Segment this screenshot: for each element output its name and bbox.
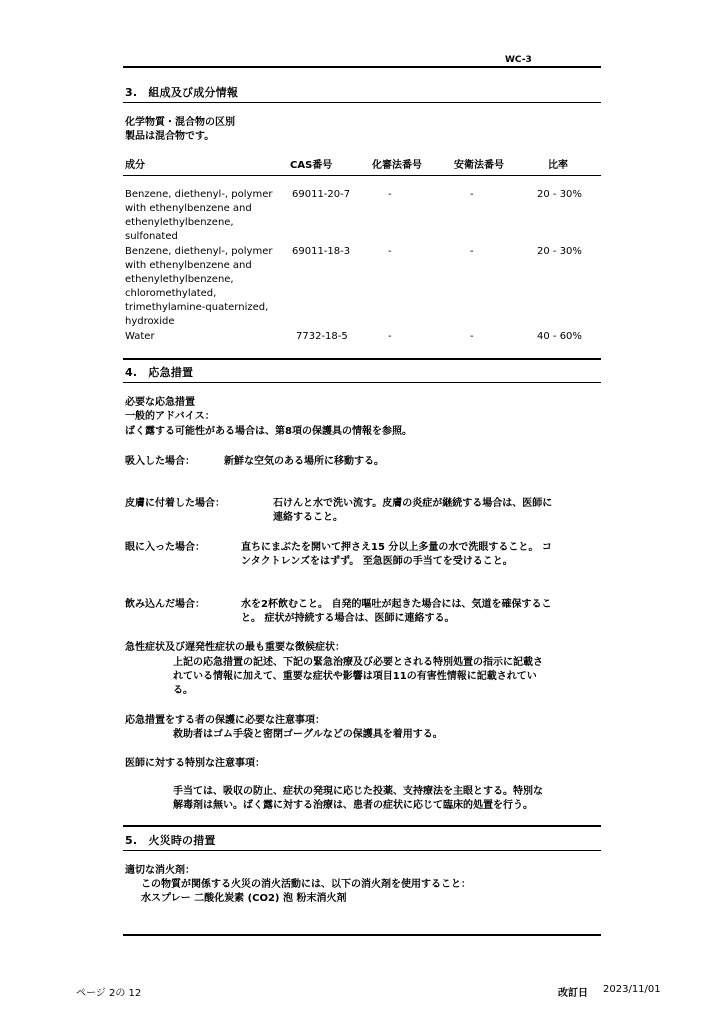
needed-measures-label: 必要な応急措置 bbox=[125, 397, 195, 408]
extinguishing-media-label: 適切な消火剤： bbox=[125, 865, 195, 876]
classification-value: 製品は混合物です。 bbox=[125, 131, 215, 142]
eye-text-line: 直ちにまぶたを開いて押さえ15 分以上多量の水で洗眼すること。 コ bbox=[241, 542, 552, 553]
col-header-cas: CAS番号 bbox=[290, 160, 333, 171]
component-name-line: trimethylamine-quaternized, bbox=[125, 302, 269, 313]
component-name-line: ethenylethylbenzene, bbox=[125, 274, 234, 285]
component-name-line: Benzene, diethenyl-, polymer bbox=[125, 246, 273, 257]
section-5-top-rule bbox=[123, 825, 601, 827]
bottom-rule bbox=[123, 934, 601, 936]
col-header-kashin: 化審法番号 bbox=[372, 160, 422, 171]
col-header-component: 成分 bbox=[125, 160, 145, 171]
anei-number: - bbox=[470, 246, 474, 257]
protect-text: 救助者はゴム手袋と密閉ゴーグルなどの保護具を着用する。 bbox=[173, 729, 443, 740]
anei-number: - bbox=[470, 331, 474, 342]
component-name-line: Benzene, diethenyl-, polymer bbox=[125, 189, 273, 200]
symptoms-text-line: れている情報に加えて、重要な症状や影響は項目11の有害性情報に記載されてい bbox=[173, 671, 537, 682]
section-3-title: 3. 組成及び成分情報 bbox=[125, 86, 239, 99]
classification-label: 化学物質・混合物の区別 bbox=[125, 117, 235, 128]
table-header-rule bbox=[123, 175, 601, 176]
protect-label: 応急措置をする者の保護に必要な注意事項： bbox=[125, 715, 325, 726]
ratio: 20 - 30% bbox=[537, 246, 582, 257]
col-header-ratio: 比率 bbox=[548, 160, 568, 171]
doctor-label: 医師に対する特別な注意事項： bbox=[125, 758, 265, 769]
component-name-line: chloromethylated, bbox=[125, 288, 217, 299]
document-code: WC-3 bbox=[505, 55, 532, 65]
page-number: ページ 2の 12 bbox=[76, 988, 142, 999]
skin-label: 皮膚に付着した場合： bbox=[125, 498, 225, 509]
anei-number: - bbox=[470, 189, 474, 200]
section-5-rule bbox=[123, 850, 601, 851]
component-name-line: with ethenylbenzene and bbox=[125, 203, 252, 214]
skin-text-line: 石けんと水で洗い流す。皮膚の炎症が継続する場合は、医師に bbox=[273, 498, 553, 509]
revision-date: 2023/11/01 bbox=[603, 984, 661, 995]
component-name-line: ethenylethylbenzene, bbox=[125, 217, 234, 228]
component-name-line: with ethenylbenzene and bbox=[125, 260, 252, 271]
kashin-number: - bbox=[388, 331, 392, 342]
extinguishing-media-list: 水スプレー 二酸化炭素 (CO2) 泡 粉末消火剤 bbox=[141, 893, 347, 904]
inhale-text: 新鮮な空気のある場所に移動する。 bbox=[224, 456, 384, 467]
skin-text-line: 連絡すること。 bbox=[273, 512, 343, 523]
eye-label: 眼に入った場合： bbox=[125, 542, 205, 553]
section-3-rule bbox=[123, 102, 601, 103]
component-name-line: Water bbox=[125, 331, 155, 342]
cas-number: 69011-20-7 bbox=[292, 189, 351, 200]
symptoms-label: 急性症状及び遅発性症状の最も重要な徴候症状： bbox=[125, 642, 345, 653]
swallow-label: 飲み込んだ場合： bbox=[125, 599, 205, 610]
component-name-line: sulfonated bbox=[125, 231, 178, 242]
symptoms-text-line: 上記の応急措置の記述、下記の緊急治療及び必要とされる特別処置の指示に記載さ bbox=[173, 657, 543, 668]
extinguishing-media-text: この物質が関係する火災の消火活動には、以下の消火剤を使用すること： bbox=[141, 879, 471, 890]
revision-label: 改訂日 bbox=[558, 988, 588, 999]
doctor-text-line: 手当ては、吸収の防止、症状の発現に応じた投薬、支持療法を主眼とする。特別な bbox=[173, 786, 543, 797]
eye-text-line: ンタクトレンズをはずず。 至急医師の手当てを受けること。 bbox=[241, 556, 513, 567]
symptoms-text-line: る。 bbox=[173, 685, 193, 696]
cas-number: 69011-18-3 bbox=[292, 246, 351, 257]
inhale-label: 吸入した場合： bbox=[125, 456, 195, 467]
header-rule bbox=[123, 66, 601, 68]
ratio: 40 - 60% bbox=[537, 331, 582, 342]
section-5-title: 5. 火災時の措置 bbox=[125, 834, 216, 847]
ratio: 20 - 30% bbox=[537, 189, 582, 200]
section-4-title: 4. 応急措置 bbox=[125, 366, 194, 379]
section-4-top-rule bbox=[123, 358, 601, 360]
doctor-text-line: 解毒剤は無い。ばく露に対する治療は、患者の症状に応じて臨床的処置を行う。 bbox=[173, 800, 533, 811]
cas-number: 7732-18-5 bbox=[296, 331, 348, 342]
general-advice-label: 一般的アドバイス： bbox=[125, 411, 215, 422]
section-4-rule bbox=[123, 382, 601, 383]
general-advice-text: ばく露する可能性がある場合は、第8項の保護具の情報を参照。 bbox=[125, 426, 412, 437]
col-header-anei: 安衛法番号 bbox=[454, 160, 504, 171]
kashin-number: - bbox=[388, 189, 392, 200]
swallow-text-line: と。 症状が持続する場合は、医師に連絡する。 bbox=[241, 613, 455, 624]
kashin-number: - bbox=[388, 246, 392, 257]
swallow-text-line: 水を2杯飲むこと。 自発的嘔吐が起きた場合には、気道を確保するこ bbox=[241, 599, 552, 610]
component-name-line: hydroxide bbox=[125, 316, 175, 327]
